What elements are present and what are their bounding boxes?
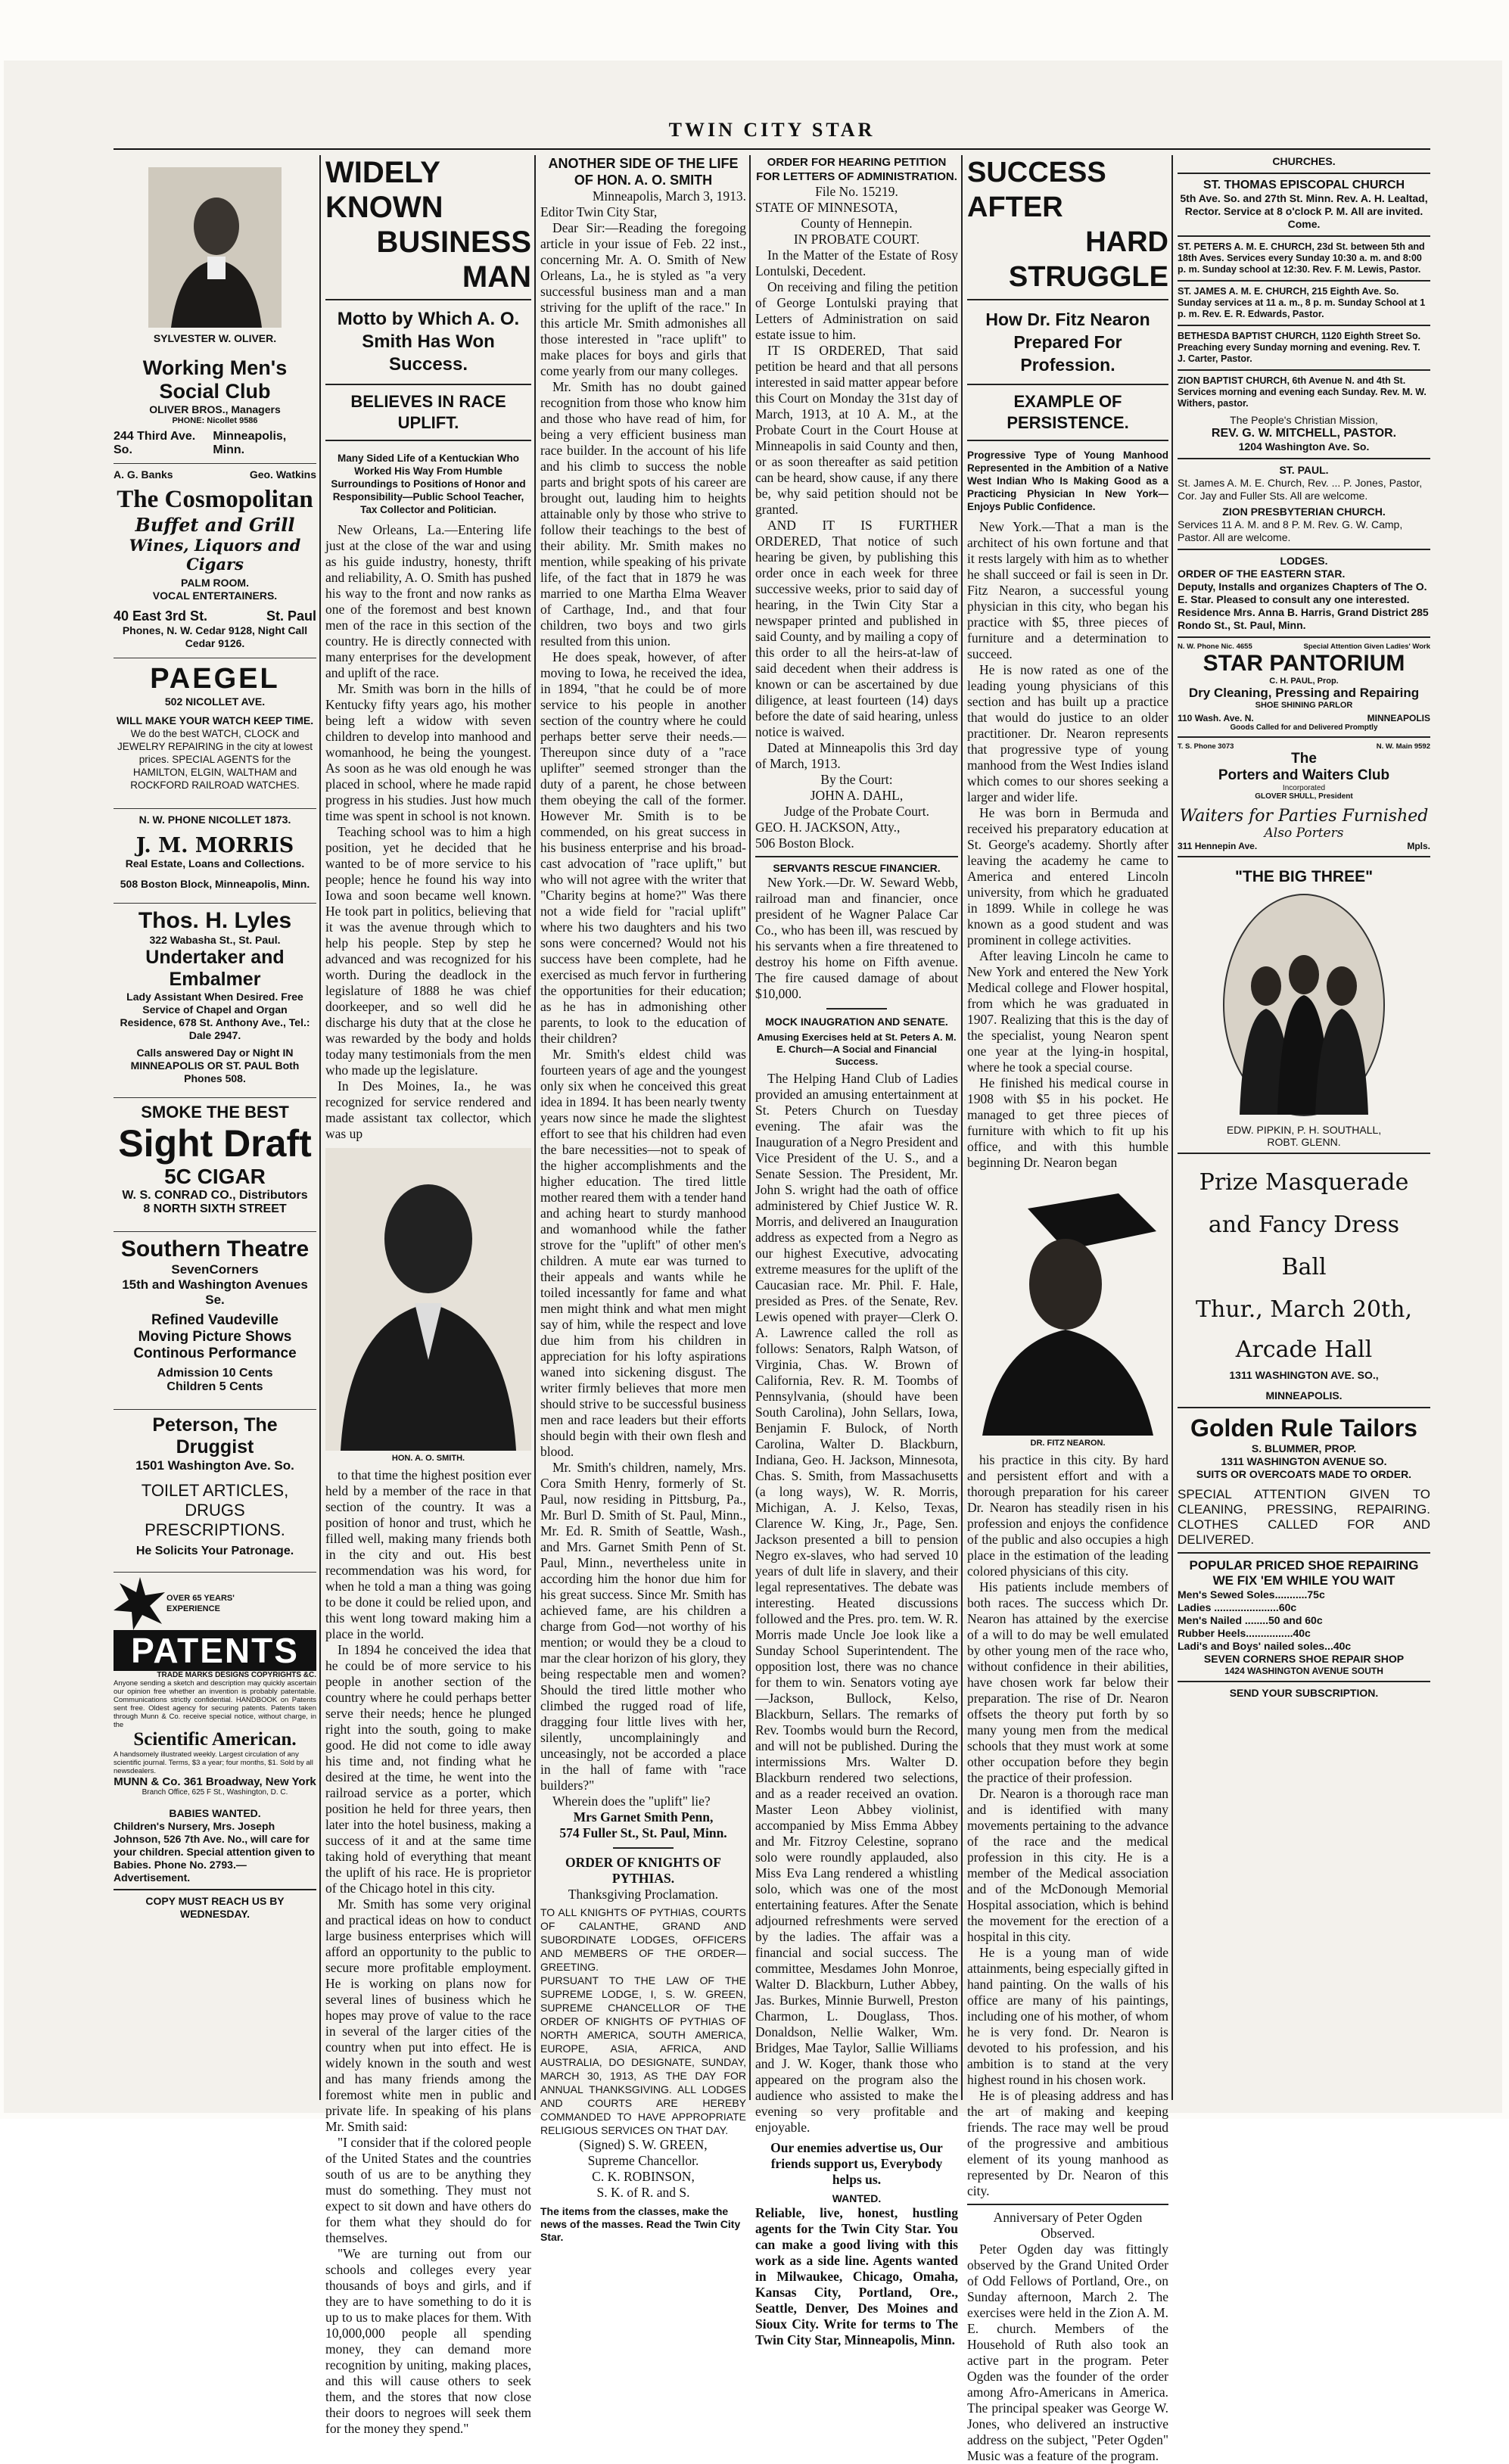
southern-line2: Moving Picture Shows: [138, 1329, 292, 1345]
lyles-ad: [114, 903, 316, 1090]
paragraph: AND IT IS FURTHER ORDERED, That notice of such hearing be given, by publishing this order once in each week for three successive weeks, prior to said day of hearing, in the Twin City Star a newspaper printed and published in said County, and by mailing a copy of this order to all the heirs-at-law of said decedent when their address is known or can be ascertained by due diligence, at least fourteen (14) days before the date of said hearing, unless notice is waived.: [755, 518, 958, 739]
sight-address: 8 NORTH SIXTH STREET: [143, 1202, 287, 1215]
club-name: Working Men's Social Club: [142, 356, 288, 403]
sight-cigar: 5C CIGAR: [164, 1165, 266, 1188]
divider: [325, 299, 531, 300]
oliver-caption: SYLVESTER W. OLIVER.: [153, 332, 277, 344]
patents-word: PATENTS: [114, 1630, 316, 1671]
letter-signature-address: 574 Fuller St., St. Paul, Minn.: [559, 1825, 727, 1840]
cosmo-owner-right: Geo. Watkins: [249, 468, 316, 481]
probate-court: IN PROBATE COURT.: [793, 232, 920, 247]
pantorium-phone-left: N. W. Phone Nic. 4655: [1178, 642, 1252, 651]
sight-smoke: SMOKE THE BEST: [141, 1103, 289, 1122]
divider: [325, 440, 531, 441]
morris-phone: N. W. PHONE NICOLLET 1873.: [138, 814, 291, 826]
letter-headline: ANOTHER SIDE OF THE LIFE OF HON. A. O. SMITH: [548, 156, 739, 188]
tailors-prop: S. BLUMMER, PROP.: [1251, 1442, 1357, 1454]
nearon-body: [967, 519, 1168, 1171]
paegel-ad: [114, 658, 316, 796]
patents-banner: [114, 1577, 316, 1630]
probate-body: [755, 247, 958, 772]
column-divider: [534, 155, 536, 2100]
divider: [826, 1008, 887, 1010]
cosmo-phones: Phones, N. W. Cedar 9128, Night Call Cedar 9126.: [122, 624, 308, 649]
mock-deck: Amusing Exercises held at St. Peters A. M. E. Church—A Social and Financial Success.: [757, 1031, 957, 1067]
paragraph: He was born in Bermuda and received his preparatory education at St. George's academy. Shortly after leaving the academy he came to America and entered Lincoln university, from which he graduated in 1899. While in college he was known as a good student and was prominent in college activities.: [967, 805, 1168, 947]
paragraph: He is of pleasing address and has the art of making and keeping friends. The race may well be proud of the progressive and ambitious element of its young manhood as represented by Dr. Nearon of this city.: [967, 2088, 1168, 2198]
peterson-title: Peterson, The Druggist: [152, 1414, 278, 1458]
paragraph: Mr. Smith was born in the hills of Kentucky fifty years ago, his mother being left a widow with seven children to develop into manhood and womanhood, he being the youngest. As soon as he was old enough he was placed in school, where he made rapid progress in his studies. Just how much time was spent in school is not known.: [325, 681, 531, 823]
peterson-line3: He Solicits Your Patronage.: [135, 1545, 294, 1557]
paragraph: his practice in this city. By hard and persistent effort and with a thorough preparation for his career Dr. Nearon has steadily risen in his profession and enjoys the confidence of the public and also occupies a high place in the estimation of the leading colored physicians of this city.: [967, 1452, 1168, 1579]
paragraph: IT IS ORDERED, That said petition be heard and that all persons interested in said matter appear before this Court on Monday the 31st day of March, 1913, at 10 A. M., at the Probate Court in the Court House at Minneapolis in said County and then, or as soon thereafter as said petition can be heard, show cause, if any there be, why said petition should not be granted.: [755, 343, 958, 517]
copy-notice: COPY MUST REACH US BY WEDNESDAY.: [145, 1895, 285, 1920]
servants-headline: SERVANTS RESCUE FINANCIER.: [773, 862, 941, 874]
tailors-suits: SUITS OR OVERCOATS MADE TO ORDER.: [1196, 1468, 1412, 1480]
tailors-title: Golden Rule Tailors: [1190, 1414, 1417, 1442]
southern-address: 15th and Washington Avenues Se.: [122, 1277, 308, 1307]
shoe-price-1: Men's Sewed Soles...........75c: [1178, 1588, 1325, 1601]
club-phone: PHONE: Nicollet 9586: [172, 416, 258, 425]
divider: [1178, 1407, 1430, 1408]
peterson-line1: TOILET ARTICLES, DRUGS: [141, 1481, 289, 1520]
paragraph: Dated at Minneapolis this 3rd day of March, 1913.: [755, 740, 958, 771]
paragraph: Mr. Smith has some very original and practical ideas on how to conduct large business enterprises which will afford an opportunity to the public to secure more profitable employment. He is working on plans now for several lines of business which he hopes may prove of value to the race in several of the larger cities of the country when put into effect. He is widely known in the south and west and has many friends among the foremost white men in public and private life. In speaking of his plans Mr. Smith said:: [325, 1896, 531, 2134]
divider: [755, 856, 958, 857]
letter-body: [540, 220, 746, 1809]
article-summary: Many Sided Life of a Kentuckian Who Worked His Way From Humble Surroundings to Positions of Honor and Responsibility—Public School Teacher, Tax Collector and Politician.: [331, 453, 526, 515]
divider: [1178, 1552, 1430, 1554]
masthead: TWIN CITY STAR: [668, 119, 876, 141]
nearon-summary: Progressive Type of Young Manhood Represented in the Ambition of a Native West Indian Who Is Making Good as a Practicing Physician In New York—Enjoys Public Confidence.: [967, 450, 1168, 512]
pantorium-prop: C. H. PAUL, Prop.: [1269, 677, 1339, 686]
portrait-image: [148, 167, 282, 328]
wanted-body: Reliable, live, honest, hustling agents for the Twin City Star. You can make a good living with this work as a side line. Agents wanted in Milwaukee, Chicago, Omaha, Kansas City, Portland, Ore., Seattle, Denver, Des Moines and Sioux City. Write for terms to The Twin City Star, Minneapolis, Minn.: [755, 2205, 958, 2347]
kp-body-2: PURSUANT TO THE LAW OF THE SUPREME LODGE, I, S. W. GREEN, SUPREME CHANCELLOR OF THE ORDER OF KNIGHTS OF PYTHIAS OF NORTH AMERICA, SOUTH AMERICA, EUROPE, ASIA, AFRICA, AND AUSTRALIA, DO DESIGNATE, SUNDAY, MARCH 30, 1913, AS THE DAY FOR ANNUAL THANKSGIVING. ALL LODGES AND COURTS ARE HEREBY COMMANDED TO HAVE APPROPRIATE RELIGIOUS SERVICES ON THAT DAY.: [540, 1974, 746, 2136]
paragraph: "We are turning out from our schools and colleges every year thousands of boys and girls, and if they are to have something to do it is up to us to make places for them. With 10,000,000 people all spending money, they can demand more recognition by uniting, making places, and this will cause others to seek them, and the stores that now close their doors to negroes will seek them for the money they spend.": [325, 2246, 531, 2436]
probate-judge-title: Judge of the Probate Court.: [784, 804, 929, 819]
porters-address-right: Mpls.: [1407, 841, 1430, 851]
divider: [1178, 235, 1430, 237]
church2: ST. PETERS A. M. E. CHURCH, 23d St. between 5th and 18th Aves. Services every Sunday 10:30 a. m. and 8:00 p. m. Sunday school at 12:30. Rev. F. M. Lewis, Pastor.: [1178, 241, 1425, 275]
church6-pastor: REV. G. W. MITCHELL, PASTOR.: [1211, 427, 1397, 440]
paragraph: New Orleans, La.—Entering life just at the close of the war and using as his guide industry, honesty, thrift and reliability, A. O. Smith has pushed his way to the front and now ranks as one of the foremost and best known men of the race in this section of the country. He is directly connected with many enterprises for the development and uplift of the race.: [325, 522, 531, 680]
paragraph: In 1894 he conceived the idea that he could be of more service to his people in another section of the country where he could perhaps better serve their needs; hence he plunged right into the south, going to make good. He did not come to idle away his time and, not finding what he desired at the time, he went into the railroad service as a porter, which position he held for three years, then later into the hotel business, making a success of it and at the same time taking hold of everything that meant the uplift of his race. He is proprietor of the Chicago hotel in this city.: [325, 1642, 531, 1896]
patents-side: TRADE MARKS DESIGNS COPYRIGHTS &C.: [157, 1671, 316, 1679]
divider: [613, 1847, 674, 1849]
stpaul-head: ST. PAUL.: [1279, 464, 1329, 476]
sight-dist: W. S. CONRAD CO., Distributors: [122, 1189, 308, 1202]
babies-body: Children's Nursery, Mrs. Joseph Johnson, 526 7th Ave. No., will care for your children. Special attention given to Babies. Phone No. 2793.—Advertisement.: [114, 1820, 316, 1884]
paragraph: Mr. Smith's children, namely, Mrs. Cora Smith Henry, formerly of St. Paul, now residing in Pittsburg, Pa., Mr. Burl D. Smith of St. Paul, Minn., Mr. Ed. R. Smith of Seattle, Wash., and Mrs. Garnet Smith Penn of St. Paul, Minn., nevertheless unite in according him the honor due him for his great success. Since Mr. Smith has achieved fame, are his children a charge from God—not worthy of his mention; or would they be a cloud to mar the clear horizon of his glory, they being respectable men and women? Should the tired little mother who climbed the rugged road of life, dragging four little lives with her, silently, uncomplainingly and unceasingly, not be accorded a place in the hall of fame with "race builders?": [540, 1460, 746, 1793]
morris-sub: Real Estate, Loans and Collections.: [125, 857, 305, 870]
divider: [1178, 549, 1430, 550]
oliver-photo: [148, 167, 282, 328]
portrait-image: [967, 1178, 1168, 1436]
paragraph: He is a young man of wide attainments, being especially gifted in hand painting. On the walls of his office are many of his paintings, including one of his mother, of whom he is very fond. Dr. Nearon is devoted to his profession, and his ambition is to stand at the very highest round in his chosen work.: [967, 1945, 1168, 2087]
lyles-body: Lady Assistant When Desired. Free Service of Chapel and Organ Residence, 678 St. Anthony Ave., Tel.: Dale 2947.: [120, 991, 310, 1041]
ogden-headline: Anniversary of Peter Ogden Observed.: [993, 2210, 1143, 2241]
tailors-address: 1311 WASHINGTON AVENUE SO.: [1221, 1455, 1387, 1467]
starburst-icon: [114, 1577, 166, 1630]
church6-address: 1204 Washington Ave. So.: [1238, 440, 1370, 453]
letter-salutation: Editor Twin City Star,: [540, 204, 658, 219]
kp-body-1: TO ALL KNIGHTS OF PYTHIAS, COURTS OF CALANTHE, GRAND AND SUBORDINATE LODGES, OFFICERS AND MEMBERS OF THE ORDER—GREETING.: [540, 1906, 746, 1973]
patents-top: OVER 65 YEARS' EXPERIENCE: [166, 1594, 235, 1613]
morris-name: J. M. MORRIS: [135, 834, 294, 857]
church1-name: ST. THOMAS EPISCOPAL CHURCH: [1203, 179, 1405, 191]
divider: [1178, 1153, 1430, 1154]
pantorium-shoe: SHOE SHINING PARLOR: [1255, 701, 1353, 710]
nearon-deck-1: How Dr. Fitz Nearon Prepared For Profession.: [985, 310, 1150, 375]
nearon-photo: [967, 1178, 1168, 1436]
pantorium-phones: [1178, 642, 1430, 651]
col3-footer: The items from the classes, make the news of the masses. Read the Twin City Star.: [540, 2205, 741, 2243]
wanted-headline: WANTED.: [832, 2192, 882, 2204]
paragraph: Dear Sir:—Reading the foregoing article in your issue of Feb. 22 inst., concerning Mr. A. O. Smith of New Orleans, La., he is styled as "a very successful business man and a man striving for the uplift of the race." In this article Mr. Smith admonishes all those interested in "race uplift" to make places for boys and girls that come yearly from our many colleges.: [540, 220, 746, 378]
church5: ZION BAPTIST CHURCH, 6th Avenue N. and 4th St. Services morning and evening each Sunday. Rev. M. W. Withers, pastor.: [1178, 375, 1427, 409]
patents-body: Anyone sending a sketch and description may quickly ascertain our opinion free whether an invention is probably patentable. Communications strictly confidential. HANDBOOK on Patents sent free. Oldest agency for securing patents. Patents taken through Munn & Co. receive special notice, without charge, in the: [114, 1679, 316, 1729]
prize-line-5: Arcade Hall: [1235, 1336, 1373, 1363]
paragraph: Dr. Nearon is a thorough race man and is identified with many movements pertaining to the advance of the race and the medical profession in this city. He is a member of the Medical association and of the McDonough Memorial Hospital association, which is behind the movement for the erection of a hospital in this city.: [967, 1786, 1168, 1944]
divider: [1178, 856, 1430, 857]
church4: BETHESDA BAPTIST CHURCH, 1120 Eighth Street So. Preaching every Sunday morning and evening. Rev. T. J. Carter, Pastor.: [1178, 331, 1421, 364]
paragraph: His patients include members of both races. The success which Dr. Nearon has attained by the exercise of a will to do may be well emulated by other young men of the race who, without confidence in their abilities, have chosen work far below their preparation. The rise of Dr. Nearon offsets the theory put forth by so many young men from the medical schools that they must work at some other occupation before they begin the practice of their profession.: [967, 1579, 1168, 1785]
probate-judge: JOHN A. DAHL,: [810, 788, 904, 803]
servants-body: [755, 875, 958, 1002]
probate-county: County of Hennepin.: [801, 216, 913, 231]
cosmo-address-right: St. Paul: [266, 608, 316, 624]
lyles-address: 322 Wabasha St., St. Paul.: [149, 934, 281, 946]
southern-line1: Refined Vaudeville: [151, 1312, 278, 1328]
probate-attorney-address: 506 Boston Block.: [755, 835, 854, 851]
paegel-body: We do the best WATCH, CLOCK and JEWELRY REPAIRING in the city at lowest prices. SPECIAL AGENTS for the HAMILTON, ELGIN, WALTHAM and ROCKFORD RAILROAD WATCHES.: [117, 728, 313, 791]
morris-ad: [114, 808, 316, 895]
babies-ad: [114, 1807, 316, 1884]
column-smith-article: [325, 155, 531, 2436]
divider: [1178, 280, 1430, 282]
nearon-caption: DR. FITZ NEARON.: [1030, 1439, 1106, 1448]
nearon-headline-1: SUCCESS AFTER: [967, 157, 1106, 223]
southern-sub: SevenCorners: [171, 1262, 259, 1277]
divider: [967, 299, 1168, 300]
divider: [967, 384, 1168, 385]
paragraph: Teaching school was to him a high position, yet he decided that he wanted to be of more service to his people; hence he found his way into Iowa and soon became well known. He took part in politics, believing that it was the avenue through which to help his people. Step by step he advanced and was recognized for his worth. During the deadlock in the legislature of 1888 he was chief doorkeeper, and so well did he discharge his duty that at the close he was rewarded by the body and holds today many testimonials from the men who made up the legislature.: [325, 824, 531, 1078]
peterson-address: 1501 Washington Ave. So.: [135, 1458, 294, 1473]
sciam-title: Scientific American.: [133, 1729, 297, 1750]
shoe-shop: SEVEN CORNERS SHOE REPAIR SHOP: [1203, 1653, 1405, 1665]
porters-also: Also Porters: [1264, 826, 1344, 841]
southern-line3: Continous Performance: [133, 1346, 297, 1361]
pantorium-address: [1178, 713, 1430, 723]
cosmo-address-left: 40 East 3rd St.: [114, 608, 208, 624]
divider: [1178, 736, 1430, 738]
column-legal-notices: [755, 155, 958, 2347]
kp-signature-2: Supreme Chancellor.: [587, 2153, 699, 2168]
patents-ad: [114, 1572, 316, 1801]
church3: ST. JAMES A. M. E. CHURCH, 215 Eighth Ave. So. Sunday services at 11 a. m., 8 p. m. Sunday School at 1 p. m. Rev. E. R. Edwards, Pastor.: [1178, 286, 1426, 319]
probate-attorney: GEO. H. JACKSON, Atty.,: [755, 820, 901, 835]
divider: [1178, 173, 1430, 174]
peterson-ad: [114, 1409, 316, 1563]
probate-bycourt: By the Court:: [820, 772, 893, 787]
bigthree-title: "THE BIG THREE": [1234, 868, 1374, 885]
munn-branch: Branch Office, 625 F St., Washington, D. C.: [142, 1788, 288, 1797]
sciam-body: A handsomely illustrated weekly. Largest circulation of any scientific journal. Terms, $3 a year; four months, $1. Sold by all newsdealers.: [114, 1750, 313, 1775]
probate-headline: ORDER FOR HEARING PETITION FOR LETTERS OF ADMINISTRATION.: [756, 156, 957, 183]
article-headline-1: WIDELY KNOWN: [325, 156, 443, 224]
nearon-body-continued: [967, 1452, 1168, 2199]
article-body-continued: [325, 1467, 531, 2437]
cosmo-ent: VOCAL ENTERTAINERS.: [152, 590, 278, 602]
paegel-address: 502 NICOLLET AVE.: [164, 695, 266, 708]
column-divider: [319, 155, 321, 2100]
club-address-left: 244 Third Ave. So.: [114, 430, 196, 456]
column-nearon-article: [967, 155, 1168, 2463]
paragraph: Mr. Smith has no doubt gained recognition from those who know him and those who have read of him, for being a very efficient business man race builder. In the account of his life and his climb to success the noble parts and bright spots of his career are brought out, lauding him to heights attainable only by those who strive to follow their teachings to the best of their ability. Mr. Smith makes no mention, while speaking of his private life, of the fact that in 1879 he was married to one Martha Elma Weaver of Carthage, Ind., and that four children, two boys and two girls resulted from this union.: [540, 379, 746, 649]
prize-line-3: Ball: [1281, 1254, 1327, 1280]
probate-file: File No. 15219.: [815, 184, 898, 199]
sight-draft-ad: [114, 1097, 316, 1221]
masthead-rule: [114, 148, 1430, 150]
porters-the: The: [1291, 751, 1317, 767]
cosmo-owners: [114, 463, 316, 486]
bigthree-names-2: ROBT. GLENN.: [1267, 1136, 1341, 1148]
paragraph: "I consider that if the colored people of the United States and the countries south of us are to be anything they must do something. They must not expect to sit down and have others do for them what they should do for themselves.: [325, 2135, 531, 2245]
porters-phones: [1178, 742, 1430, 751]
ogden-body: [967, 2242, 1168, 2464]
porters-title: Porters and Waiters Club: [1218, 767, 1390, 783]
subscribe-notice: SEND YOUR SUBSCRIPTION.: [1229, 1687, 1379, 1699]
nearon-headline-2: HARD STRUGGLE: [1008, 226, 1168, 293]
church6-name: The People's Christian Mission,: [1230, 414, 1378, 426]
cosmo-sub: Buffet and Grill: [135, 514, 295, 536]
pantorium-phone-right: Special Attention Given Ladies' Work: [1303, 642, 1430, 651]
paragraph: Mr. Smith's eldest child was fourteen years of age and the youngest only six when he conceived this great idea in 1894. It has been nearly twenty years now since he made the slightest effort to see that his children had even the bare necessities—not to speak of the higher accomplishments and the higher education. The tired little mother reared them with a tender hand and aching heart to sturdy manhood and womanhood while the father strove for the "uplift" of other men's children. A mute ear was turned to their appeals and wants while he toiled incessantly for fame and what men might think and what men might say of him, while the respect and love due him from his children in appreciation for his lofty aspirations waned into sickening disgust. The writer firmly believes that more men should strive to be successful business men and race leaders but their efforts should begin with their own flesh and blood.: [540, 1047, 746, 1459]
paragraph: He is now rated as one of the leading young physicians of this section and has built up a practice that would do justice to an older practitioner. Dr. Nearon represents that progressive type of young manhood from the West Indies island which comes to our shores seeking a larger and wider life.: [967, 662, 1168, 804]
lyles-title: Undertaker and Embalmer: [145, 947, 285, 990]
cosmo-title: The Cosmopolitan: [117, 486, 313, 513]
prize-line-1: Prize Masquerade: [1199, 1169, 1409, 1196]
paragraph: to that time the highest position ever held by a member of the race in that section of the country. It was a position of honor and trust, which he filled well, making many friends both in the city and out. His best recommendation was his word, for when he told a man a thing was going to be done it could be relied upon, and this went long toward making him a place in the world.: [325, 1467, 531, 1641]
article-deck-2: BELIEVES IN RACE UPLIFT.: [350, 392, 506, 432]
enemies-slogan: Our enemies advertise us, Our friends support us, Everybody helps us.: [770, 2140, 943, 2187]
kp-sub: Thanksgiving Proclamation.: [568, 1887, 719, 1902]
kp-signature-1: (Signed) S. W. GREEN,: [579, 2137, 708, 2152]
cosmo-address: [114, 608, 316, 624]
mock-headline: MOCK INAUGRATION AND SENATE.: [765, 1016, 948, 1028]
article-deck-1: Motto by Which A. O. Smith Has Won Success.: [337, 309, 520, 375]
cosmo-room: PALM ROOM.: [181, 577, 249, 589]
divider: [1178, 458, 1430, 459]
porters-president: GLOVER SHULL, President: [1255, 792, 1353, 801]
bigthree-names-1: EDW. PIPKIN, P. H. SOUTHALL,: [1226, 1124, 1382, 1136]
oes-head: ORDER OF THE EASTERN STAR.: [1178, 568, 1346, 580]
porters-address-left: 311 Hennepin Ave.: [1178, 841, 1258, 851]
letter-dateline: Minneapolis, March 3, 1913.: [592, 188, 746, 204]
divider: [114, 1889, 316, 1890]
paragraph: The Helping Hand Club of Ladies provided an amusing entertainment at St. Peters Church on Tuesday evening. The afair was the Inauguration of a Negro President and Vice President of the U. S., and a Senate Session. The President, Mr. John S. wright had the oath of office administered by Chief Justice W. R. Morris, and delivered an Inauguration address as expected from a Negro as our highest Executive, advocating extreme measures for the uplift of the Caucasian race. Mr. Phil. F. Hale, presided as Pres. of the Senate, Rev. Lewis opened with prayer—Clerk O. A. Lawrence called the roll as follows: Senators, Ralph Watson, of Virginia, Chas. W. Brown of California, Rev. R. M. Toombs of Pennsylvania, (should have been South Carolina), John Sellars, Iowa, Benjamin F. Bulock, of North Carolina, Walter D. Blackburn, Indiana, Geo. H. Jackson, Minnesota, Chas. S. Smith, from Massachusetts (a long ways), W. R. Morris, Michigan, A. J. Kelso, Texas, Clarence W. King, Jr., Page, Sen. Jackson presented a bill to pension Negro ex-slaves, who had served 10 years of dult life in slavery, and their legal representatives. The debate was interesting. Heated discussions followed and the Pres. pro. tem. W. R. Morris made Uncle Joe look like a Sunday School Superintendent. The opposition lost, there was no chance for them to win. Senators voting aye —Jackson, Bullock, Kelso, Blackburn, Sellars. The remarks of Rev. Toombs would burn the Record, and will not be published. During the intermissions Mrs. Walter D. Blackburn rendered two selections, and as a reader received an ovation. Master Leon Abbey violinist, accompanied by Miss Emma Abbey and Mr. Fitzroy Celestine, soprano solo were roundly applauded, also Miss Eva Lang rendered a whistling solo, which was one of the most entertaining features. After the Senate adjourned refreshments were served by the ladies. The affair was a financial and social success. The committee, Mesdames John Monroe, Walter D. Blackburn, Luther Abbey, Jas. Burkes, Minnie Burwell, Preston Charmon, L. Douglass, Thos. Donaldson, Nellie Walker, Wm. Bridges, Mae Taylor, Sallie Williams and J. W. Koger, thank those who appeared on the program also the audience who assisted to make the evening so very profitable and enjoyable.: [755, 1071, 958, 2135]
divider: [967, 440, 1168, 441]
paragraph: He does speak, however, of after moving to Iowa, he received the idea, in 1894, "that he could be of more service to his people in another section of the country where he could perhaps better serve their needs.—Thereupon since duty of a "race uplifter" seemed stronger than the duty of a parent, he chose between them obeying the call of the former. However Mr. Smith is to be commended, on his great success in his business enterprise and his broad-cast advocation of "race uplift," but who will not agree with the writer that "Charity begins at home?" Was there not a wide field for "racial uplift" where his two daughters and his two sons were concerned? Would not his success have been complete, had he exercised as much fervor in furthering the opportunities for their education; as he has in admonishing other parents, to look to the education of their children?: [540, 649, 746, 1046]
article-headline-2: BUSINESS MAN: [376, 226, 531, 294]
bigthree-photo: [1223, 894, 1385, 1116]
babies-head: BABIES WANTED.: [169, 1807, 261, 1819]
kp-signature-4: S. K. of R. and S.: [596, 2185, 690, 2200]
pantorium-title: STAR PANTORIUM: [1203, 651, 1405, 676]
peterson-line2: PRESCRIPTIONS.: [145, 1520, 285, 1539]
kp-headline: ORDER OF KNIGHTS OF PYTHIAS.: [565, 1855, 721, 1886]
tailors-special: SPECIAL ATTENTION GIVEN TO CLEANING, PRESSING, REPAIRING. CLOTHES CALLED FOR AND DELIVERED.: [1178, 1487, 1430, 1547]
shoe-price-3: Men's Nailed ........50 and 60c: [1178, 1614, 1323, 1626]
paegel-watch: WILL MAKE YOUR WATCH KEEP TIME.: [116, 714, 314, 726]
paragraph: In the Matter of the Estate of Rosy Lontulski, Decedent.: [755, 247, 958, 278]
stpaul-body: St. James A. M. E. Church, Rev. ... P. Jones, Pastor, Cor. Jay and Fuller Sts. All are welcome.: [1178, 477, 1423, 502]
portrait-image: [325, 1148, 531, 1451]
pantorium-address-left: 110 Wash. Ave. N.: [1178, 713, 1254, 723]
column-another-side: [540, 155, 746, 2243]
pantorium-address-right: MINNEAPOLIS: [1367, 713, 1430, 723]
lodges-head: LODGES.: [1280, 555, 1328, 567]
paragraph: He finished his medical course in 1908 with $5 in his pocket. He managed to get three pieces of furniture with which to fit up his office, and with this humble beginning Dr. Nearon began: [967, 1075, 1168, 1170]
column-divider: [961, 155, 963, 2100]
southern-theatre-ad: [114, 1231, 316, 1398]
zion-pres-head: ZION PRESBYTERIAN CHURCH.: [1222, 506, 1386, 518]
cosmo-owner-left: A. G. Banks: [114, 468, 173, 481]
divider: [325, 384, 531, 385]
column-divider: [749, 155, 751, 2100]
morris-address: 508 Boston Block, Minneapolis, Minn.: [120, 878, 310, 890]
smith-caption: HON. A. O. SMITH.: [391, 1454, 465, 1463]
shoe-price-2: Ladies ......................60c: [1178, 1601, 1297, 1613]
shoe-price-5: Ladi's and Boys' nailed soles...40c: [1178, 1640, 1352, 1652]
lyles-name: Thos. H. Lyles: [138, 908, 292, 933]
column-ads: [114, 155, 316, 2100]
prize-line-2: and Fancy Dress: [1208, 1212, 1400, 1238]
zion-pres-body: Services 11 A. M. and 8 P. M. Rev. G. W. Camp, Pastor. All are welcome.: [1178, 518, 1403, 543]
southern-title: Southern Theatre: [120, 1237, 310, 1262]
prize-line-6: 1311 WASHINGTON AVE. SO.,: [1229, 1369, 1379, 1381]
cosmo-sub2: Wines, Liquors and Cigars: [129, 536, 301, 574]
paragraph: In Des Moines, Ia., he was recognized for service rendered and made assistant tax collector, which was up: [325, 1078, 531, 1141]
shoe-price-4: Rubber Heels................40c: [1178, 1627, 1311, 1639]
church1-body: 5th Ave. So. and 27th St. Minn. Rev. A. H. Lealtad, Rector. Service at 8 o'clock P. M. All are invited. Come.: [1180, 192, 1428, 230]
smith-photo: [325, 1148, 531, 1451]
porters-phone-left: T. S. Phone 3073: [1178, 742, 1234, 751]
mock-body: [755, 1071, 958, 2136]
pantorium-goods: Goods Called for and Delivered Promptly: [1230, 723, 1378, 732]
prize-line-7: MINNEAPOLIS.: [1265, 1389, 1343, 1402]
lyles-calls: Calls answered Day or Night IN MINNEAPOLIS OR ST. PAUL Both Phones 508.: [130, 1047, 300, 1084]
divider: [1178, 636, 1430, 638]
prize-line-4: Thur., March 20th,: [1196, 1296, 1412, 1323]
porters-waiters: Waiters for Parties Furnished: [1179, 807, 1429, 826]
paragraph: New York.—Dr. W. Seward Webb, railroad man and financier, once president of he Wagner Palace Car Co., who has been ill, was rescued by his servants when a fire threatened to destroy his home on Fifth avenue. The fire caused damage of about $10,000.: [755, 875, 958, 1001]
column-churches-ads: [1178, 155, 1430, 2100]
southern-line4: Admission 10 Cents: [157, 1367, 273, 1380]
nearon-deck-2: EXAMPLE OF PERSISTENCE.: [1007, 392, 1129, 432]
divider: [1178, 369, 1430, 371]
pantorium-sub: Dry Cleaning, Pressing and Repairing: [1188, 686, 1420, 700]
club-address-right: Minneapolis, Minn.: [213, 430, 287, 456]
divider: [1178, 1681, 1430, 1682]
divider: [1178, 325, 1430, 326]
munn-address: MUNN & Co. 361 Broadway, New York: [114, 1775, 316, 1788]
paragraph: New York.—That a man is the architect of his own fortune and that it rests largely with him as to whether he shall succeed or fail is seen in Dr. Fitz Nearon, a successful young physician in this city, who began his practice with $5, three pieces of furniture and a determination to succeed.: [967, 519, 1168, 661]
paragraph: On receiving and filing the petition of George Lontulski praying that Letters of Administration on said estate issue to him.: [755, 279, 958, 342]
column-divider: [1171, 155, 1173, 2100]
paragraph: Wherein does the "uplift" lie?: [552, 1794, 711, 1809]
club-managers: OLIVER BROS., Managers: [149, 403, 281, 415]
porters-inc: Incorporated: [1282, 784, 1326, 792]
shoe-address: 1424 WASHINGTON AVENUE SOUTH: [1224, 1666, 1383, 1676]
shoe-headline: POPULAR PRICED SHOE REPAIRING: [1189, 1558, 1419, 1573]
shoe-sub: WE FIX 'EM WHILE YOU WAIT: [1212, 1573, 1395, 1588]
oes-body: Deputy, Installs and organizes Chapters of The O. E. Star. Pleased to consult any one interested. Residence Mrs. Anna B. Harris, Grand District 285 Rondo St., St. Paul, Minn.: [1178, 580, 1429, 631]
churches-head: CHURCHES.: [1272, 155, 1336, 167]
southern-line5: Children 5 Cents: [166, 1380, 263, 1393]
paragraph: Peter Ogden day was fittingly observed by the Grand United Order of Odd Fellows of Portland, Ore., on Sunday afternoon, March 2. The exercises were held in the Zion A. M. E. church. Members of the Household of Ruth also took an active part in the program. Peter Ogden was the founder of the order among Afro-Americans in America. The principal speaker was George W. Jones, who delivered an instructive address on the subject, "Peter Ogden" Music was a feature of the program.: [967, 2242, 1168, 2463]
group-portrait-image: [1224, 895, 1383, 1115]
sight-name: Sight Draft: [118, 1122, 312, 1165]
porters-phone-right: N. W. Main 9592: [1376, 742, 1430, 751]
probate-state: STATE OF MINNESOTA,: [755, 200, 898, 215]
letter-signature-name: Mrs Garnet Smith Penn,: [573, 1809, 714, 1825]
article-body: [325, 522, 531, 1142]
club-address: [114, 430, 316, 457]
porters-address: [1178, 841, 1430, 851]
divider: [967, 2204, 1168, 2205]
kp-signature-3: C. K. ROBINSON,: [592, 2169, 695, 2184]
paegel-title: PAEGEL: [150, 663, 280, 695]
paragraph: After leaving Lincoln he came to New York and entered the New York Medical college and Flower hospital, from which he was graduated in 1907. Realizing that this is the day of the specialist, young Nearon spent one year at the lying-in hospital, where he took a special course.: [967, 948, 1168, 1075]
